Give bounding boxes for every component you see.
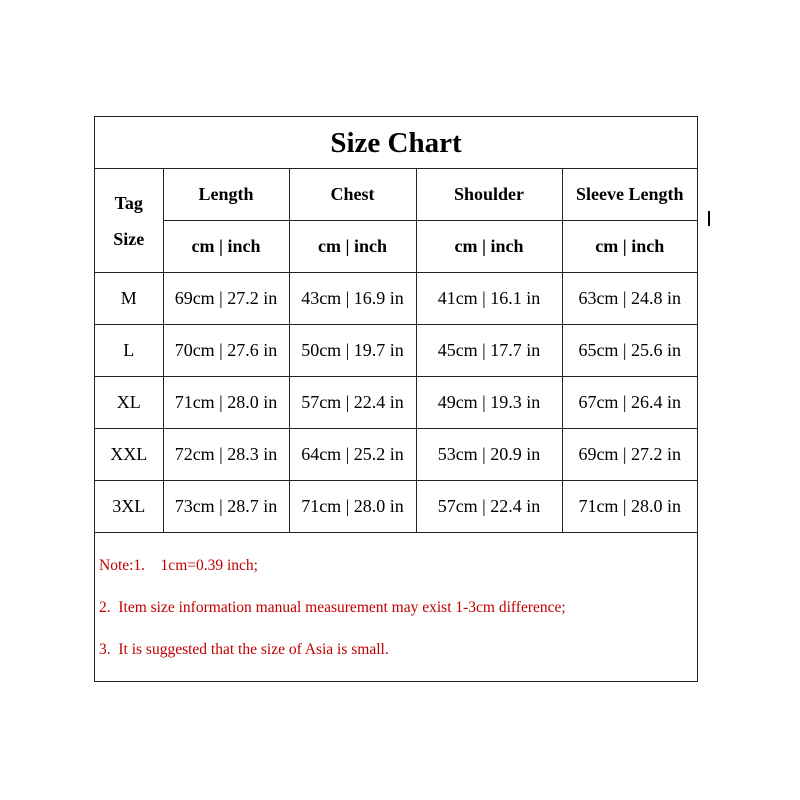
table-cell: 53cm | 20.9 in [416, 429, 562, 481]
table-cell: 45cm | 17.7 in [416, 325, 562, 377]
table-cell: 71cm | 28.0 in [562, 481, 697, 533]
table-cell: 43cm | 16.9 in [289, 273, 416, 325]
unit-header: cm | inch [163, 221, 289, 273]
table-row [95, 481, 697, 533]
column-header-shoulder: Shoulder [416, 169, 562, 221]
column-header-length: Length [163, 169, 289, 221]
size-label: 3XL [95, 481, 163, 533]
size-label: XL [95, 377, 163, 429]
note-line-3: 3. It is suggested that the size of Asia is small. [99, 641, 389, 658]
page-title: Size Chart [95, 117, 697, 169]
table-cell: 57cm | 22.4 in [289, 377, 416, 429]
column-header-sleeve-length: Sleeve Length [562, 169, 697, 221]
table-cell: 73cm | 28.7 in [163, 481, 289, 533]
table-cell: 69cm | 27.2 in [163, 273, 289, 325]
tag-size-header-line2: Size [113, 228, 145, 249]
size-label: XXL [95, 429, 163, 481]
table-cell: 64cm | 25.2 in [289, 429, 416, 481]
unit-header: cm | inch [562, 221, 697, 273]
note-line-1: Note:1. 1cm=0.39 inch; [99, 557, 258, 574]
table-cell: 67cm | 26.4 in [562, 377, 697, 429]
table-cell: 63cm | 24.8 in [562, 273, 697, 325]
header-row [95, 169, 697, 221]
tag-size-header [95, 169, 163, 273]
size-table [95, 169, 697, 533]
column-header-chest: Chest [289, 169, 416, 221]
table-row [95, 325, 697, 377]
note-line-2: 2. Item size information manual measurement may exist 1-3cm difference; [99, 599, 566, 616]
units-row [95, 221, 697, 273]
size-label: M [95, 273, 163, 325]
size-chart [94, 116, 698, 682]
table-cell: 69cm | 27.2 in [562, 429, 697, 481]
table-cell: 71cm | 28.0 in [163, 377, 289, 429]
table-cell: 71cm | 28.0 in [289, 481, 416, 533]
unit-header: cm | inch [416, 221, 562, 273]
table-cell: 65cm | 25.6 in [562, 325, 697, 377]
table-cell: 72cm | 28.3 in [163, 429, 289, 481]
table-cell: 57cm | 22.4 in [416, 481, 562, 533]
unit-header: cm | inch [289, 221, 416, 273]
table-row [95, 377, 697, 429]
tag-size-header-line1: Tag [114, 192, 143, 213]
table-cell: 50cm | 19.7 in [289, 325, 416, 377]
table-cell: 41cm | 16.1 in [416, 273, 562, 325]
table-cell: 70cm | 27.6 in [163, 325, 289, 377]
table-cell: 49cm | 19.3 in [416, 377, 562, 429]
size-label: L [95, 325, 163, 377]
table-row [95, 273, 697, 325]
table-row [95, 429, 697, 481]
text-cursor-icon [708, 211, 710, 226]
